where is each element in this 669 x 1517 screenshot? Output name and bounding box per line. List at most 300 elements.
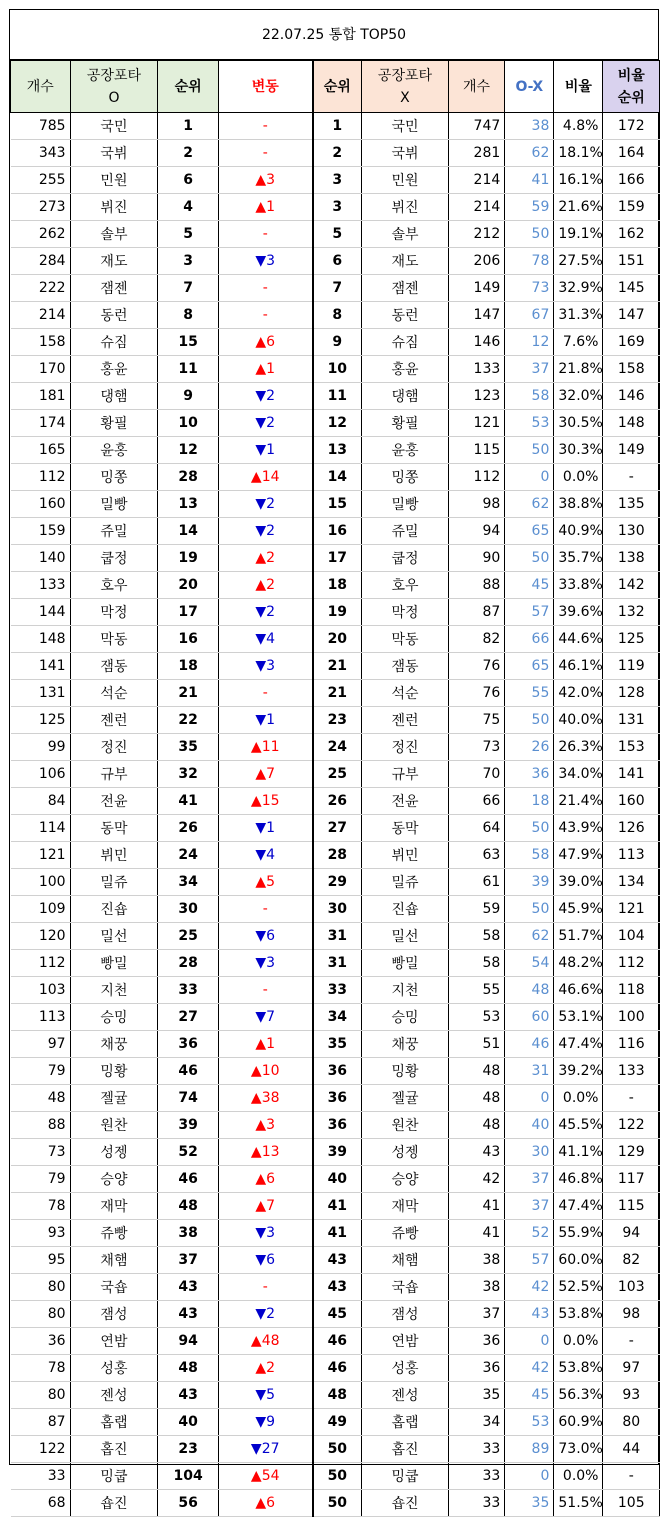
header-count-x: 개수 <box>448 61 504 113</box>
count-x-cell: 66 <box>448 788 504 815</box>
ox-cell: 73 <box>505 275 554 302</box>
rank-x-cell: 46 <box>313 1328 362 1355</box>
table-row <box>11 923 660 950</box>
change-cell: ▲3 <box>218 167 312 194</box>
name-o-cell: 동런 <box>70 302 158 329</box>
rank-o-cell: 35 <box>158 734 219 761</box>
change-cell: - <box>218 302 312 329</box>
ox-cell: 58 <box>505 383 554 410</box>
rank-o-cell: 41 <box>158 788 219 815</box>
name-o-cell: 윤홍 <box>70 437 158 464</box>
count-o-cell: 112 <box>11 950 71 977</box>
rank-x-cell: 16 <box>313 518 362 545</box>
count-x-cell: 42 <box>448 1166 504 1193</box>
change-cell: ▼2 <box>218 518 312 545</box>
ox-cell: 42 <box>505 1274 554 1301</box>
ratio-cell: 33.8% <box>554 572 603 599</box>
ox-cell: 45 <box>505 1382 554 1409</box>
name-x-cell: 쥬빵 <box>362 1220 449 1247</box>
header-change: 변동 <box>218 61 312 113</box>
ratio-rank-cell: 166 <box>603 167 660 194</box>
ratio-cell: 0.0% <box>554 1328 603 1355</box>
rank-x-cell: 46 <box>313 1355 362 1382</box>
table-row <box>11 761 660 788</box>
count-o-cell: 343 <box>11 140 71 167</box>
change-cell: - <box>218 221 312 248</box>
table-row <box>11 329 660 356</box>
ratio-cell: 21.6% <box>554 194 603 221</box>
ox-cell: 50 <box>505 545 554 572</box>
ratio-rank-cell: 130 <box>603 518 660 545</box>
change-cell: ▲48 <box>218 1328 312 1355</box>
count-x-cell: 115 <box>448 437 504 464</box>
name-o-cell: 홉진 <box>70 1436 158 1463</box>
change-cell: ▲2 <box>218 1355 312 1382</box>
table-row <box>11 1328 660 1355</box>
rank-x-cell: 8 <box>313 302 362 329</box>
name-x-cell: 젠성 <box>362 1382 449 1409</box>
count-o-cell: 121 <box>11 842 71 869</box>
rank-o-cell: 11 <box>158 356 219 383</box>
ratio-cell: 39.6% <box>554 599 603 626</box>
count-x-cell: 98 <box>448 491 504 518</box>
count-o-cell: 78 <box>11 1355 71 1382</box>
change-cell: ▼3 <box>218 1220 312 1247</box>
name-o-cell: 승양 <box>70 1166 158 1193</box>
ox-cell: 45 <box>505 572 554 599</box>
name-x-cell: 막정 <box>362 599 449 626</box>
rank-x-cell: 11 <box>313 383 362 410</box>
count-x-cell: 43 <box>448 1139 504 1166</box>
name-o-cell: 채햄 <box>70 1247 158 1274</box>
ratio-rank-cell: 115 <box>603 1193 660 1220</box>
name-o-cell: 쥬밀 <box>70 518 158 545</box>
ratio-rank-cell: 94 <box>603 1220 660 1247</box>
rank-x-cell: 49 <box>313 1409 362 1436</box>
ratio-cell: 0.0% <box>554 1085 603 1112</box>
count-x-cell: 36 <box>448 1355 504 1382</box>
name-o-cell: 전윤 <box>70 788 158 815</box>
name-x-cell: 쿱정 <box>362 545 449 572</box>
ratio-rank-cell: 147 <box>603 302 660 329</box>
rank-o-cell: 17 <box>158 599 219 626</box>
header-rank-o: 순위 <box>158 61 219 113</box>
name-o-cell: 젠성 <box>70 1382 158 1409</box>
name-o-cell: 석순 <box>70 680 158 707</box>
ox-cell: 53 <box>505 410 554 437</box>
count-x-cell: 94 <box>448 518 504 545</box>
count-x-cell: 58 <box>448 923 504 950</box>
change-cell: ▲15 <box>218 788 312 815</box>
count-o-cell: 48 <box>11 1085 71 1112</box>
count-x-cell: 82 <box>448 626 504 653</box>
rank-x-cell: 34 <box>313 1004 362 1031</box>
count-x-cell: 123 <box>448 383 504 410</box>
rank-o-cell: 52 <box>158 1139 219 1166</box>
ox-cell: 42 <box>505 1355 554 1382</box>
count-x-cell: 88 <box>448 572 504 599</box>
table-row <box>11 1490 660 1517</box>
ox-cell: 39 <box>505 869 554 896</box>
count-x-cell: 58 <box>448 950 504 977</box>
table-row <box>11 113 660 140</box>
change-cell: ▲5 <box>218 869 312 896</box>
change-cell: ▼27 <box>218 1436 312 1463</box>
ratio-cell: 43.9% <box>554 815 603 842</box>
ox-cell: 26 <box>505 734 554 761</box>
rank-o-cell: 74 <box>158 1085 219 1112</box>
change-cell: ▼6 <box>218 923 312 950</box>
rank-o-cell: 10 <box>158 410 219 437</box>
count-x-cell: 146 <box>448 329 504 356</box>
count-x-cell: 75 <box>448 707 504 734</box>
rank-x-cell: 3 <box>313 167 362 194</box>
ox-cell: 65 <box>505 653 554 680</box>
count-x-cell: 34 <box>448 1409 504 1436</box>
change-cell: ▲3 <box>218 1112 312 1139</box>
rank-o-cell: 25 <box>158 923 219 950</box>
rank-o-cell: 23 <box>158 1436 219 1463</box>
name-x-cell: 슈짐 <box>362 329 449 356</box>
count-o-cell: 99 <box>11 734 71 761</box>
count-x-cell: 90 <box>448 545 504 572</box>
count-o-cell: 73 <box>11 1139 71 1166</box>
count-o-cell: 100 <box>11 869 71 896</box>
ratio-cell: 30.3% <box>554 437 603 464</box>
rank-o-cell: 13 <box>158 491 219 518</box>
name-o-cell: 황필 <box>70 410 158 437</box>
name-o-cell: 뷔민 <box>70 842 158 869</box>
rank-x-cell: 31 <box>313 950 362 977</box>
ox-cell: 12 <box>505 329 554 356</box>
change-cell: ▲38 <box>218 1085 312 1112</box>
count-x-cell: 51 <box>448 1031 504 1058</box>
rank-o-cell: 38 <box>158 1220 219 1247</box>
name-x-cell: 밍쿱 <box>362 1463 449 1490</box>
ox-cell: 35 <box>505 1490 554 1517</box>
count-x-cell: 55 <box>448 977 504 1004</box>
ox-cell: 59 <box>505 194 554 221</box>
table-row <box>11 1085 660 1112</box>
table-row <box>11 1247 660 1274</box>
rank-o-cell: 5 <box>158 221 219 248</box>
change-cell: ▲1 <box>218 1031 312 1058</box>
ratio-cell: 21.8% <box>554 356 603 383</box>
table-row <box>11 275 660 302</box>
rank-x-cell: 33 <box>313 977 362 1004</box>
ox-cell: 50 <box>505 437 554 464</box>
name-x-cell: 재도 <box>362 248 449 275</box>
rank-x-cell: 50 <box>313 1490 362 1517</box>
change-cell: ▲11 <box>218 734 312 761</box>
table-row <box>11 1274 660 1301</box>
ratio-rank-cell: 105 <box>603 1490 660 1517</box>
ratio-cell: 19.1% <box>554 221 603 248</box>
count-o-cell: 174 <box>11 410 71 437</box>
change-cell: ▲2 <box>218 545 312 572</box>
change-cell: ▲54 <box>218 1463 312 1490</box>
rank-o-cell: 14 <box>158 518 219 545</box>
ratio-rank-cell: 100 <box>603 1004 660 1031</box>
ox-cell: 62 <box>505 491 554 518</box>
name-x-cell: 홉랩 <box>362 1409 449 1436</box>
ratio-rank-cell: 153 <box>603 734 660 761</box>
count-o-cell: 97 <box>11 1031 71 1058</box>
change-cell: ▲13 <box>218 1139 312 1166</box>
table-row <box>11 1436 660 1463</box>
ratio-cell: 52.5% <box>554 1274 603 1301</box>
header-rank-x: 순위 <box>313 61 362 113</box>
change-cell: - <box>218 140 312 167</box>
change-cell: ▼6 <box>218 1247 312 1274</box>
rank-x-cell: 3 <box>313 194 362 221</box>
ox-cell: 50 <box>505 221 554 248</box>
rank-o-cell: 9 <box>158 383 219 410</box>
name-o-cell: 홉랩 <box>70 1409 158 1436</box>
change-cell: - <box>218 1274 312 1301</box>
table-row <box>11 572 660 599</box>
table-row <box>11 626 660 653</box>
rank-x-cell: 24 <box>313 734 362 761</box>
rank-o-cell: 34 <box>158 869 219 896</box>
ox-cell: 46 <box>505 1031 554 1058</box>
count-x-cell: 64 <box>448 815 504 842</box>
rank-o-cell: 30 <box>158 896 219 923</box>
ratio-rank-cell: 103 <box>603 1274 660 1301</box>
ox-cell: 52 <box>505 1220 554 1247</box>
name-x-cell: 채꿍 <box>362 1031 449 1058</box>
name-o-cell: 홍윤 <box>70 356 158 383</box>
ratio-cell: 47.4% <box>554 1193 603 1220</box>
count-o-cell: 140 <box>11 545 71 572</box>
rank-x-cell: 48 <box>313 1382 362 1409</box>
ratio-rank-cell: 141 <box>603 761 660 788</box>
count-x-cell: 212 <box>448 221 504 248</box>
table-row <box>11 1112 660 1139</box>
ratio-rank-cell: 172 <box>603 113 660 140</box>
count-x-cell: 76 <box>448 680 504 707</box>
ratio-rank-cell: 104 <box>603 923 660 950</box>
count-o-cell: 87 <box>11 1409 71 1436</box>
ox-cell: 53 <box>505 1409 554 1436</box>
ratio-cell: 47.4% <box>554 1031 603 1058</box>
ratio-cell: 40.0% <box>554 707 603 734</box>
name-x-cell: 성홍 <box>362 1355 449 1382</box>
rank-o-cell: 15 <box>158 329 219 356</box>
table-row <box>11 383 660 410</box>
count-o-cell: 222 <box>11 275 71 302</box>
name-x-cell: 국뷔 <box>362 140 449 167</box>
name-o-cell: 성홍 <box>70 1355 158 1382</box>
ox-cell: 37 <box>505 1166 554 1193</box>
table-row <box>11 1058 660 1085</box>
rank-o-cell: 46 <box>158 1166 219 1193</box>
rank-x-cell: 50 <box>313 1463 362 1490</box>
header-name-o: 공장포타 O <box>70 61 158 113</box>
rank-o-cell: 8 <box>158 302 219 329</box>
count-o-cell: 170 <box>11 356 71 383</box>
table-row <box>11 977 660 1004</box>
rank-o-cell: 19 <box>158 545 219 572</box>
name-x-cell: 막동 <box>362 626 449 653</box>
count-x-cell: 37 <box>448 1301 504 1328</box>
rank-x-cell: 35 <box>313 1031 362 1058</box>
ratio-cell: 42.0% <box>554 680 603 707</box>
ratio-cell: 53.8% <box>554 1301 603 1328</box>
change-cell: ▼2 <box>218 491 312 518</box>
table-row <box>11 653 660 680</box>
ratio-rank-cell: - <box>603 1085 660 1112</box>
name-x-cell: 빵밀 <box>362 950 449 977</box>
name-o-cell: 진숍 <box>70 896 158 923</box>
table-row <box>11 1166 660 1193</box>
name-o-cell: 지천 <box>70 977 158 1004</box>
count-o-cell: 112 <box>11 464 71 491</box>
name-o-cell: 쿱정 <box>70 545 158 572</box>
change-cell: ▼7 <box>218 1004 312 1031</box>
ratio-cell: 46.1% <box>554 653 603 680</box>
ox-cell: 30 <box>505 1139 554 1166</box>
ratio-rank-cell: 93 <box>603 1382 660 1409</box>
ratio-rank-cell: 125 <box>603 626 660 653</box>
name-x-cell: 밀빵 <box>362 491 449 518</box>
change-cell: ▼1 <box>218 707 312 734</box>
rank-o-cell: 37 <box>158 1247 219 1274</box>
name-o-cell: 연밤 <box>70 1328 158 1355</box>
change-cell: ▼1 <box>218 815 312 842</box>
rank-x-cell: 29 <box>313 869 362 896</box>
ratio-rank-cell: 118 <box>603 977 660 1004</box>
ratio-cell: 45.9% <box>554 896 603 923</box>
table-row <box>11 221 660 248</box>
ox-cell: 57 <box>505 1247 554 1274</box>
name-x-cell: 호우 <box>362 572 449 599</box>
name-x-cell: 승양 <box>362 1166 449 1193</box>
spreadsheet <box>9 9 659 1512</box>
ox-cell: 55 <box>505 680 554 707</box>
change-cell: ▲6 <box>218 329 312 356</box>
count-x-cell: 61 <box>448 869 504 896</box>
rank-x-cell: 12 <box>313 410 362 437</box>
count-o-cell: 125 <box>11 707 71 734</box>
count-x-cell: 747 <box>448 113 504 140</box>
ox-cell: 60 <box>505 1004 554 1031</box>
ratio-cell: 0.0% <box>554 1463 603 1490</box>
ratio-cell: 51.7% <box>554 923 603 950</box>
ratio-cell: 60.9% <box>554 1409 603 1436</box>
name-o-cell: 댕햄 <box>70 383 158 410</box>
count-x-cell: 41 <box>448 1220 504 1247</box>
count-o-cell: 80 <box>11 1382 71 1409</box>
ratio-rank-cell: 126 <box>603 815 660 842</box>
name-x-cell: 잼성 <box>362 1301 449 1328</box>
table-row <box>11 1355 660 1382</box>
name-o-cell: 규부 <box>70 761 158 788</box>
ratio-cell: 55.9% <box>554 1220 603 1247</box>
ratio-cell: 27.5% <box>554 248 603 275</box>
ratio-cell: 38.8% <box>554 491 603 518</box>
count-x-cell: 53 <box>448 1004 504 1031</box>
ox-cell: 66 <box>505 626 554 653</box>
name-o-cell: 솔부 <box>70 221 158 248</box>
ox-cell: 89 <box>505 1436 554 1463</box>
table-row <box>11 842 660 869</box>
ox-cell: 65 <box>505 518 554 545</box>
name-o-cell: 쥬빵 <box>70 1220 158 1247</box>
count-x-cell: 206 <box>448 248 504 275</box>
count-x-cell: 112 <box>448 464 504 491</box>
name-o-cell: 호우 <box>70 572 158 599</box>
count-o-cell: 88 <box>11 1112 71 1139</box>
rank-x-cell: 5 <box>313 221 362 248</box>
rank-o-cell: 21 <box>158 680 219 707</box>
ox-cell: 40 <box>505 1112 554 1139</box>
table-row <box>11 734 660 761</box>
change-cell: ▲7 <box>218 1193 312 1220</box>
table-row <box>11 1139 660 1166</box>
name-x-cell: 홍윤 <box>362 356 449 383</box>
rank-x-cell: 2 <box>313 140 362 167</box>
ratio-rank-cell: 164 <box>603 140 660 167</box>
name-x-cell: 전윤 <box>362 788 449 815</box>
table-row <box>11 815 660 842</box>
count-x-cell: 76 <box>448 653 504 680</box>
table-row <box>11 167 660 194</box>
table-row <box>11 1301 660 1328</box>
ratio-cell: 60.0% <box>554 1247 603 1274</box>
name-x-cell: 밀쥬 <box>362 869 449 896</box>
name-o-cell: 막동 <box>70 626 158 653</box>
count-o-cell: 131 <box>11 680 71 707</box>
rank-o-cell: 7 <box>158 275 219 302</box>
ratio-rank-cell: 132 <box>603 599 660 626</box>
name-o-cell: 밍황 <box>70 1058 158 1085</box>
ox-cell: 67 <box>505 302 554 329</box>
name-x-cell: 황필 <box>362 410 449 437</box>
ratio-rank-cell: 158 <box>603 356 660 383</box>
ratio-rank-cell: 82 <box>603 1247 660 1274</box>
ox-cell: 62 <box>505 140 554 167</box>
change-cell: ▼3 <box>218 653 312 680</box>
count-x-cell: 63 <box>448 842 504 869</box>
table-row <box>11 194 660 221</box>
ratio-cell: 48.2% <box>554 950 603 977</box>
ratio-rank-cell: 131 <box>603 707 660 734</box>
name-o-cell: 채꿍 <box>70 1031 158 1058</box>
sheet-title: 22.07.25 통합 TOP50 <box>10 10 658 60</box>
change-cell: ▲6 <box>218 1490 312 1517</box>
name-o-cell: 재도 <box>70 248 158 275</box>
rank-o-cell: 48 <box>158 1355 219 1382</box>
table-row <box>11 1004 660 1031</box>
ratio-rank-cell: - <box>603 1463 660 1490</box>
ratio-rank-cell: 112 <box>603 950 660 977</box>
rank-x-cell: 18 <box>313 572 362 599</box>
rank-o-cell: 48 <box>158 1193 219 1220</box>
ratio-cell: 56.3% <box>554 1382 603 1409</box>
count-o-cell: 133 <box>11 572 71 599</box>
change-cell: ▼5 <box>218 1382 312 1409</box>
count-o-cell: 160 <box>11 491 71 518</box>
count-x-cell: 38 <box>448 1247 504 1274</box>
ratio-cell: 21.4% <box>554 788 603 815</box>
name-x-cell: 진숍 <box>362 896 449 923</box>
count-x-cell: 214 <box>448 194 504 221</box>
count-o-cell: 93 <box>11 1220 71 1247</box>
table-row <box>11 680 660 707</box>
table-row <box>11 302 660 329</box>
rank-x-cell: 17 <box>313 545 362 572</box>
